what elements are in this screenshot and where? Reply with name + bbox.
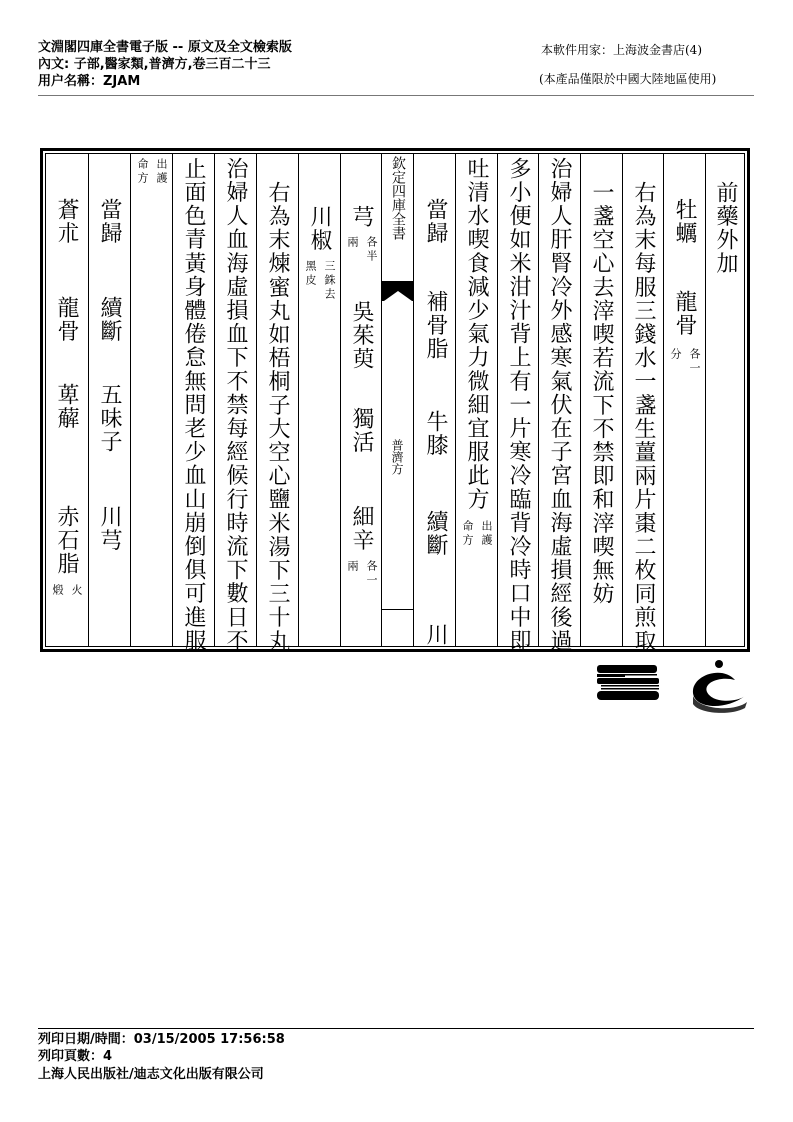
text: 川椒	[307, 205, 332, 253]
print-datetime	[38, 1031, 285, 1048]
print-datetime-value: 03/15/2005 17:56:58	[133, 1032, 285, 1047]
text: 當歸	[423, 198, 448, 246]
annotation: 三銖去	[323, 260, 336, 302]
text-column-9	[413, 154, 456, 646]
text: 吳茱萸	[349, 300, 374, 371]
text-column-7	[298, 154, 341, 646]
text: 補骨脂	[423, 290, 448, 361]
page-frame	[40, 148, 750, 652]
text: 細辛	[349, 505, 374, 553]
print-pages-label: 列印頁數：	[38, 1049, 104, 1064]
text-column-14	[622, 154, 664, 653]
center-column-title: 普濟方	[390, 439, 404, 475]
publisher-logos	[595, 660, 765, 720]
text: 止面色青黃身體倦怠無問老少血山崩倒俱可進服	[181, 157, 206, 653]
text: 龍骨	[672, 290, 697, 338]
annotation: 命方	[136, 158, 149, 186]
text: 五味子	[97, 383, 122, 454]
text: 當歸	[97, 198, 122, 246]
annotation: 出護	[480, 520, 493, 548]
text: 川	[423, 623, 448, 647]
text-column-16	[705, 154, 745, 646]
text-column-12	[538, 154, 581, 653]
print-pages	[38, 1048, 112, 1065]
header-username: 用户名稱：ZJAM	[38, 74, 141, 89]
book-stack-logo-icon	[597, 665, 659, 700]
text: 萆薢	[54, 383, 79, 431]
text: 牛膝	[423, 410, 448, 458]
text-column-8	[340, 154, 382, 646]
text-column-15	[663, 154, 706, 646]
text: 芎	[349, 205, 374, 229]
header-license-note: (本產品僅限於中國大陸地區使用)	[539, 72, 717, 86]
header-divider	[38, 95, 754, 96]
annotation: 命方	[461, 520, 474, 548]
annotation: 各一	[688, 348, 701, 376]
text: 治婦人肝腎冷外感寒氣伏在子宮血海虛損經後過	[547, 157, 572, 653]
annotation: 出護	[155, 158, 168, 186]
center-column	[381, 154, 414, 646]
text: 牡蠣	[672, 198, 697, 246]
text: 續斷	[423, 510, 448, 558]
annotation: 煅	[51, 584, 64, 598]
header-title: 文淵閣四庫全書電子版 -- 原文及全文檢索版	[38, 40, 292, 55]
annotation: 兩	[346, 560, 359, 574]
text: 治婦人血海虛損血下不禁每經候行時流下數日不	[223, 157, 248, 653]
text-column-5	[214, 154, 257, 653]
text-column-1	[46, 154, 88, 646]
annotation: 各一	[365, 560, 378, 588]
header-breadcrumb: 內文: 子部,醫家類,普濟方,卷三百二十三	[38, 57, 271, 72]
annotation: 兩	[346, 236, 359, 250]
publisher-credit: 上海人民出版社/迪志文化出版有限公司	[38, 1067, 264, 1082]
footer-divider	[38, 1028, 754, 1029]
text-column-11	[497, 154, 539, 653]
print-datetime-label: 列印日期/時間：	[38, 1032, 134, 1047]
annotation: 火	[70, 584, 83, 598]
annotation: 各半	[365, 236, 378, 264]
text: 龍骨	[54, 296, 79, 344]
text: 一盞空心去滓喫若流下不禁即和滓喫無妨	[589, 181, 614, 606]
print-pages-value: 4	[103, 1049, 113, 1064]
text-column-2	[88, 154, 131, 646]
fishtail-mark	[382, 281, 414, 301]
text-column-6	[256, 154, 299, 653]
text: 吐清水喫食減少氣力微細宜服此方	[464, 157, 489, 511]
text-column-4	[172, 154, 215, 653]
annotation: 分	[669, 348, 682, 362]
text-column-10	[455, 154, 498, 646]
text: 右為末煉蜜丸如梧桐子大空心鹽米湯下三十丸	[265, 181, 290, 653]
text-column-13	[580, 154, 623, 646]
text: 多小便如米泔汁背上有一片寒冷臨背冷時口中即	[506, 157, 531, 653]
text: 川芎	[97, 505, 122, 553]
center-column-divider	[382, 609, 414, 610]
text: 赤石脂	[54, 505, 79, 576]
text: 右為末每服三錢水一盞生薑兩片棗二枚同煎取	[631, 181, 656, 653]
text: 蒼朮	[54, 198, 79, 246]
text-column-3	[130, 154, 173, 646]
brush-circle-logo-icon	[693, 660, 747, 713]
header-licensee: 本軟件用家：上海波金書店(4)	[541, 43, 702, 57]
center-column-series: 欽定四庫全書	[390, 156, 406, 240]
text-grid	[45, 153, 745, 653]
text: 續斷	[97, 296, 122, 344]
annotation: 黑皮	[304, 260, 317, 288]
text: 獨活	[349, 407, 374, 455]
text: 前藥外加	[713, 181, 738, 276]
